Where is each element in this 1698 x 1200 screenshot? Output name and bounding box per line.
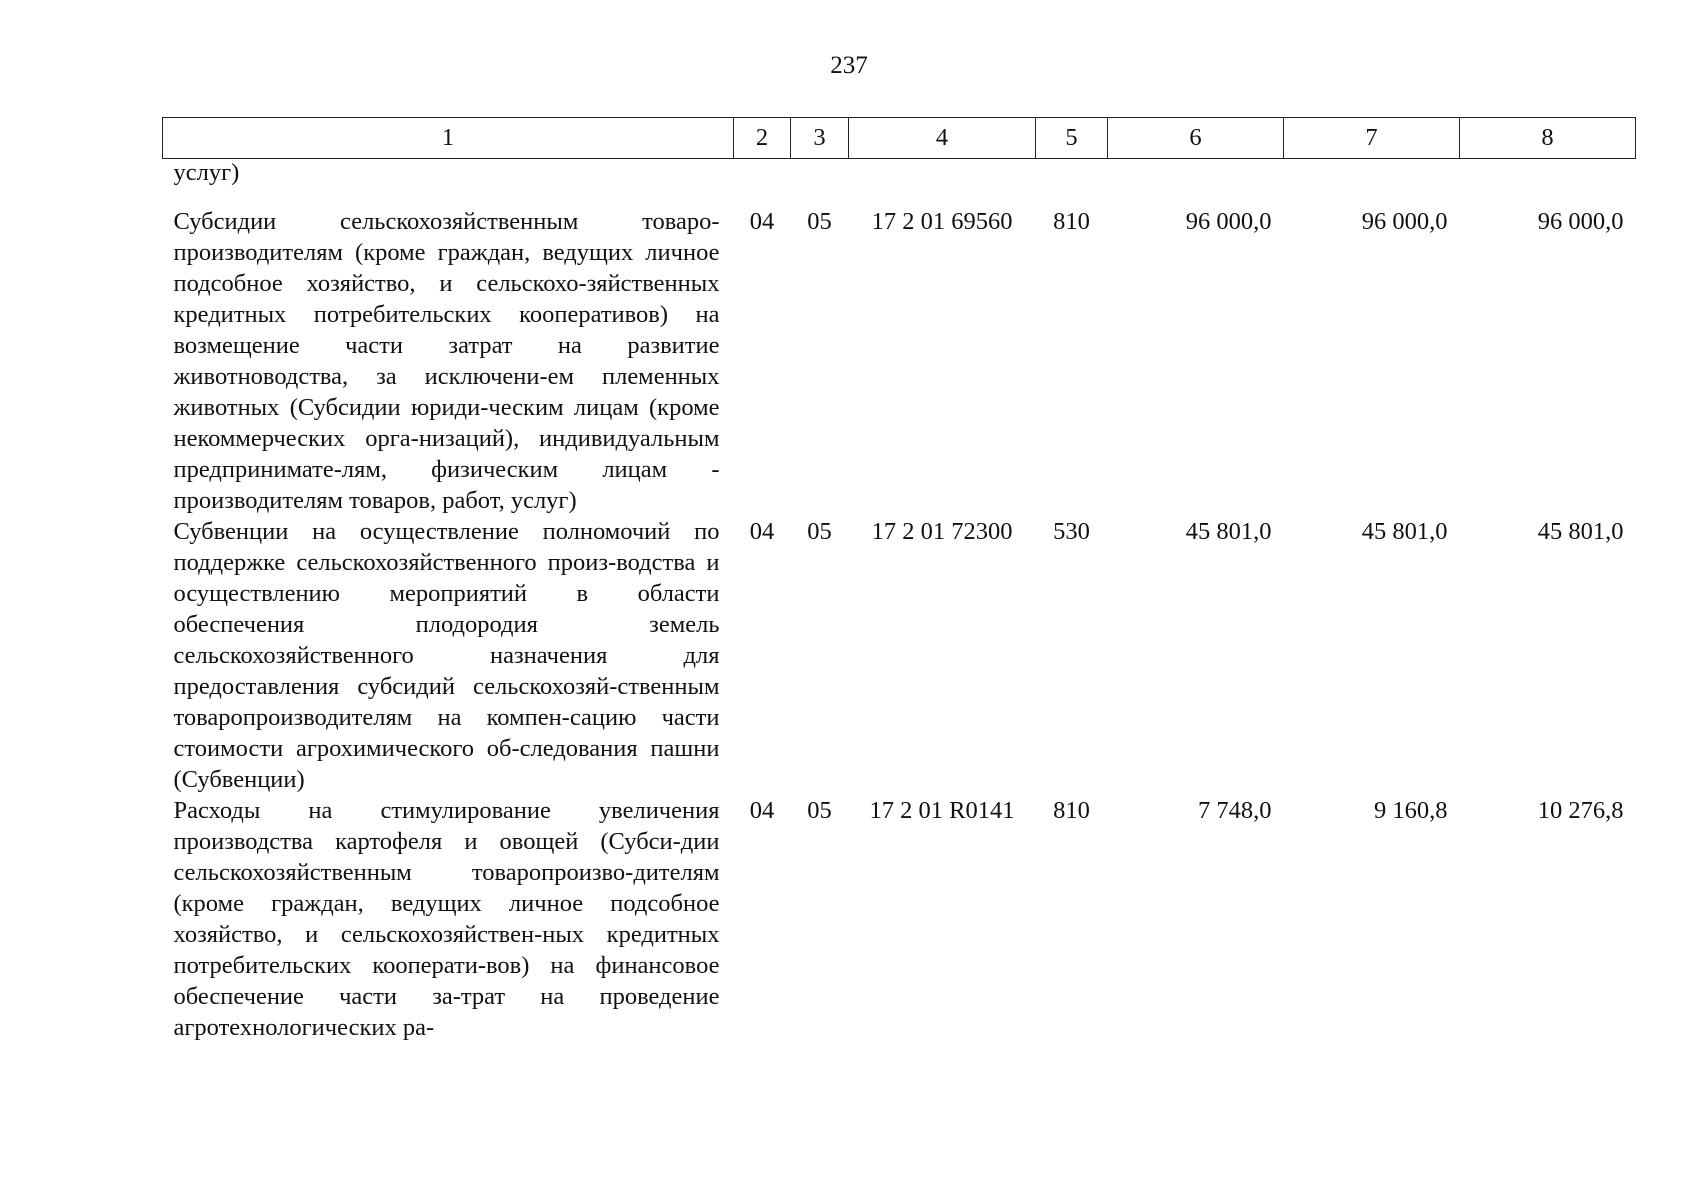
row-amount-col6: 7 748,0 (1198, 797, 1272, 824)
row-subsection-code: 05 (807, 797, 832, 824)
row-section-code: 04 (749, 208, 775, 235)
column-header-7: 7 (1284, 118, 1460, 159)
row-amount-col6: 45 801,0 (1185, 518, 1272, 545)
row-description: Субсидии сельскохозяйственным товаро-производителям (кроме граждан, ведущих личное подсобное хозяйство, и сельскохо-зяйственных кредитных потребительских кооперативов) на возмещение части затрат на развитие животноводства, за исключени-ем племенных животных (Субсидии юриди-ческим лицам (кроме некоммерческих орга-низаций), индивидуальным предпринимате-лям, физическим лицам - производителям товаров, работ, услуг) (173, 208, 720, 514)
row-amount-col8: 45 801,0 (1537, 518, 1624, 545)
row-expense-type: 810 (1053, 208, 1090, 235)
table-row (163, 516, 1636, 795)
row-target-article: 17 2 01 72300 (871, 518, 1013, 545)
row-subsection-code: 05 (807, 208, 832, 235)
row-amount-col7: 9 160,8 (1374, 797, 1448, 824)
continuation-row (163, 159, 1636, 207)
row-target-article: 17 2 01 69560 (871, 208, 1013, 235)
column-header-1: 1 (163, 118, 734, 159)
column-header-5: 5 (1036, 118, 1108, 159)
column-header-8: 8 (1460, 118, 1636, 159)
row-target-article: 17 2 01 R0141 (869, 797, 1015, 824)
column-header-3: 3 (791, 118, 849, 159)
row-amount-col7: 96 000,0 (1361, 208, 1448, 235)
column-header-6: 6 (1108, 118, 1284, 159)
row-amount-col8: 10 276,8 (1537, 797, 1624, 824)
row-description: Субвенции на осуществление полномочий по поддержке сельскохозяйственного произ-водства и осуществлению мероприятий в области обеспечения плодородия земель сельскохозяйственного назначения для предоставления субсидий сельскохозяй-ственным товаропроизводителям на компен-сацию части стоимости агрохимического об-следования пашни (Субвенции) (173, 518, 720, 793)
row-subsection-code: 05 (807, 518, 832, 545)
row-expense-type: 810 (1053, 797, 1090, 824)
page-number: 237 (830, 52, 868, 79)
table-header-row (163, 118, 1636, 159)
row-section-code: 04 (749, 797, 775, 824)
column-header-2: 2 (734, 118, 791, 159)
table-row (163, 206, 1636, 516)
column-header-4: 4 (849, 118, 1036, 159)
row-description: Расходы на стимулирование увеличения производства картофеля и овощей (Субси-дии сельскохозяйственным товаропроизво-дителям (кроме граждан, ведущих личное подсобное хозяйство, и сельскохозяйствен-ных кредитных потребительских кооперати-вов) на финансовое обеспечение части за-трат на проведение агротехнологических ра- (173, 797, 720, 1041)
row-amount-col7: 45 801,0 (1361, 518, 1448, 545)
row-section-code: 04 (749, 518, 775, 545)
row-amount-col6: 96 000,0 (1185, 208, 1272, 235)
row-expense-type: 530 (1053, 518, 1090, 545)
continuation-text: услуг) (173, 159, 240, 186)
budget-table (162, 117, 1636, 1043)
row-amount-col8: 96 000,0 (1537, 208, 1624, 235)
table-row (163, 795, 1636, 1043)
